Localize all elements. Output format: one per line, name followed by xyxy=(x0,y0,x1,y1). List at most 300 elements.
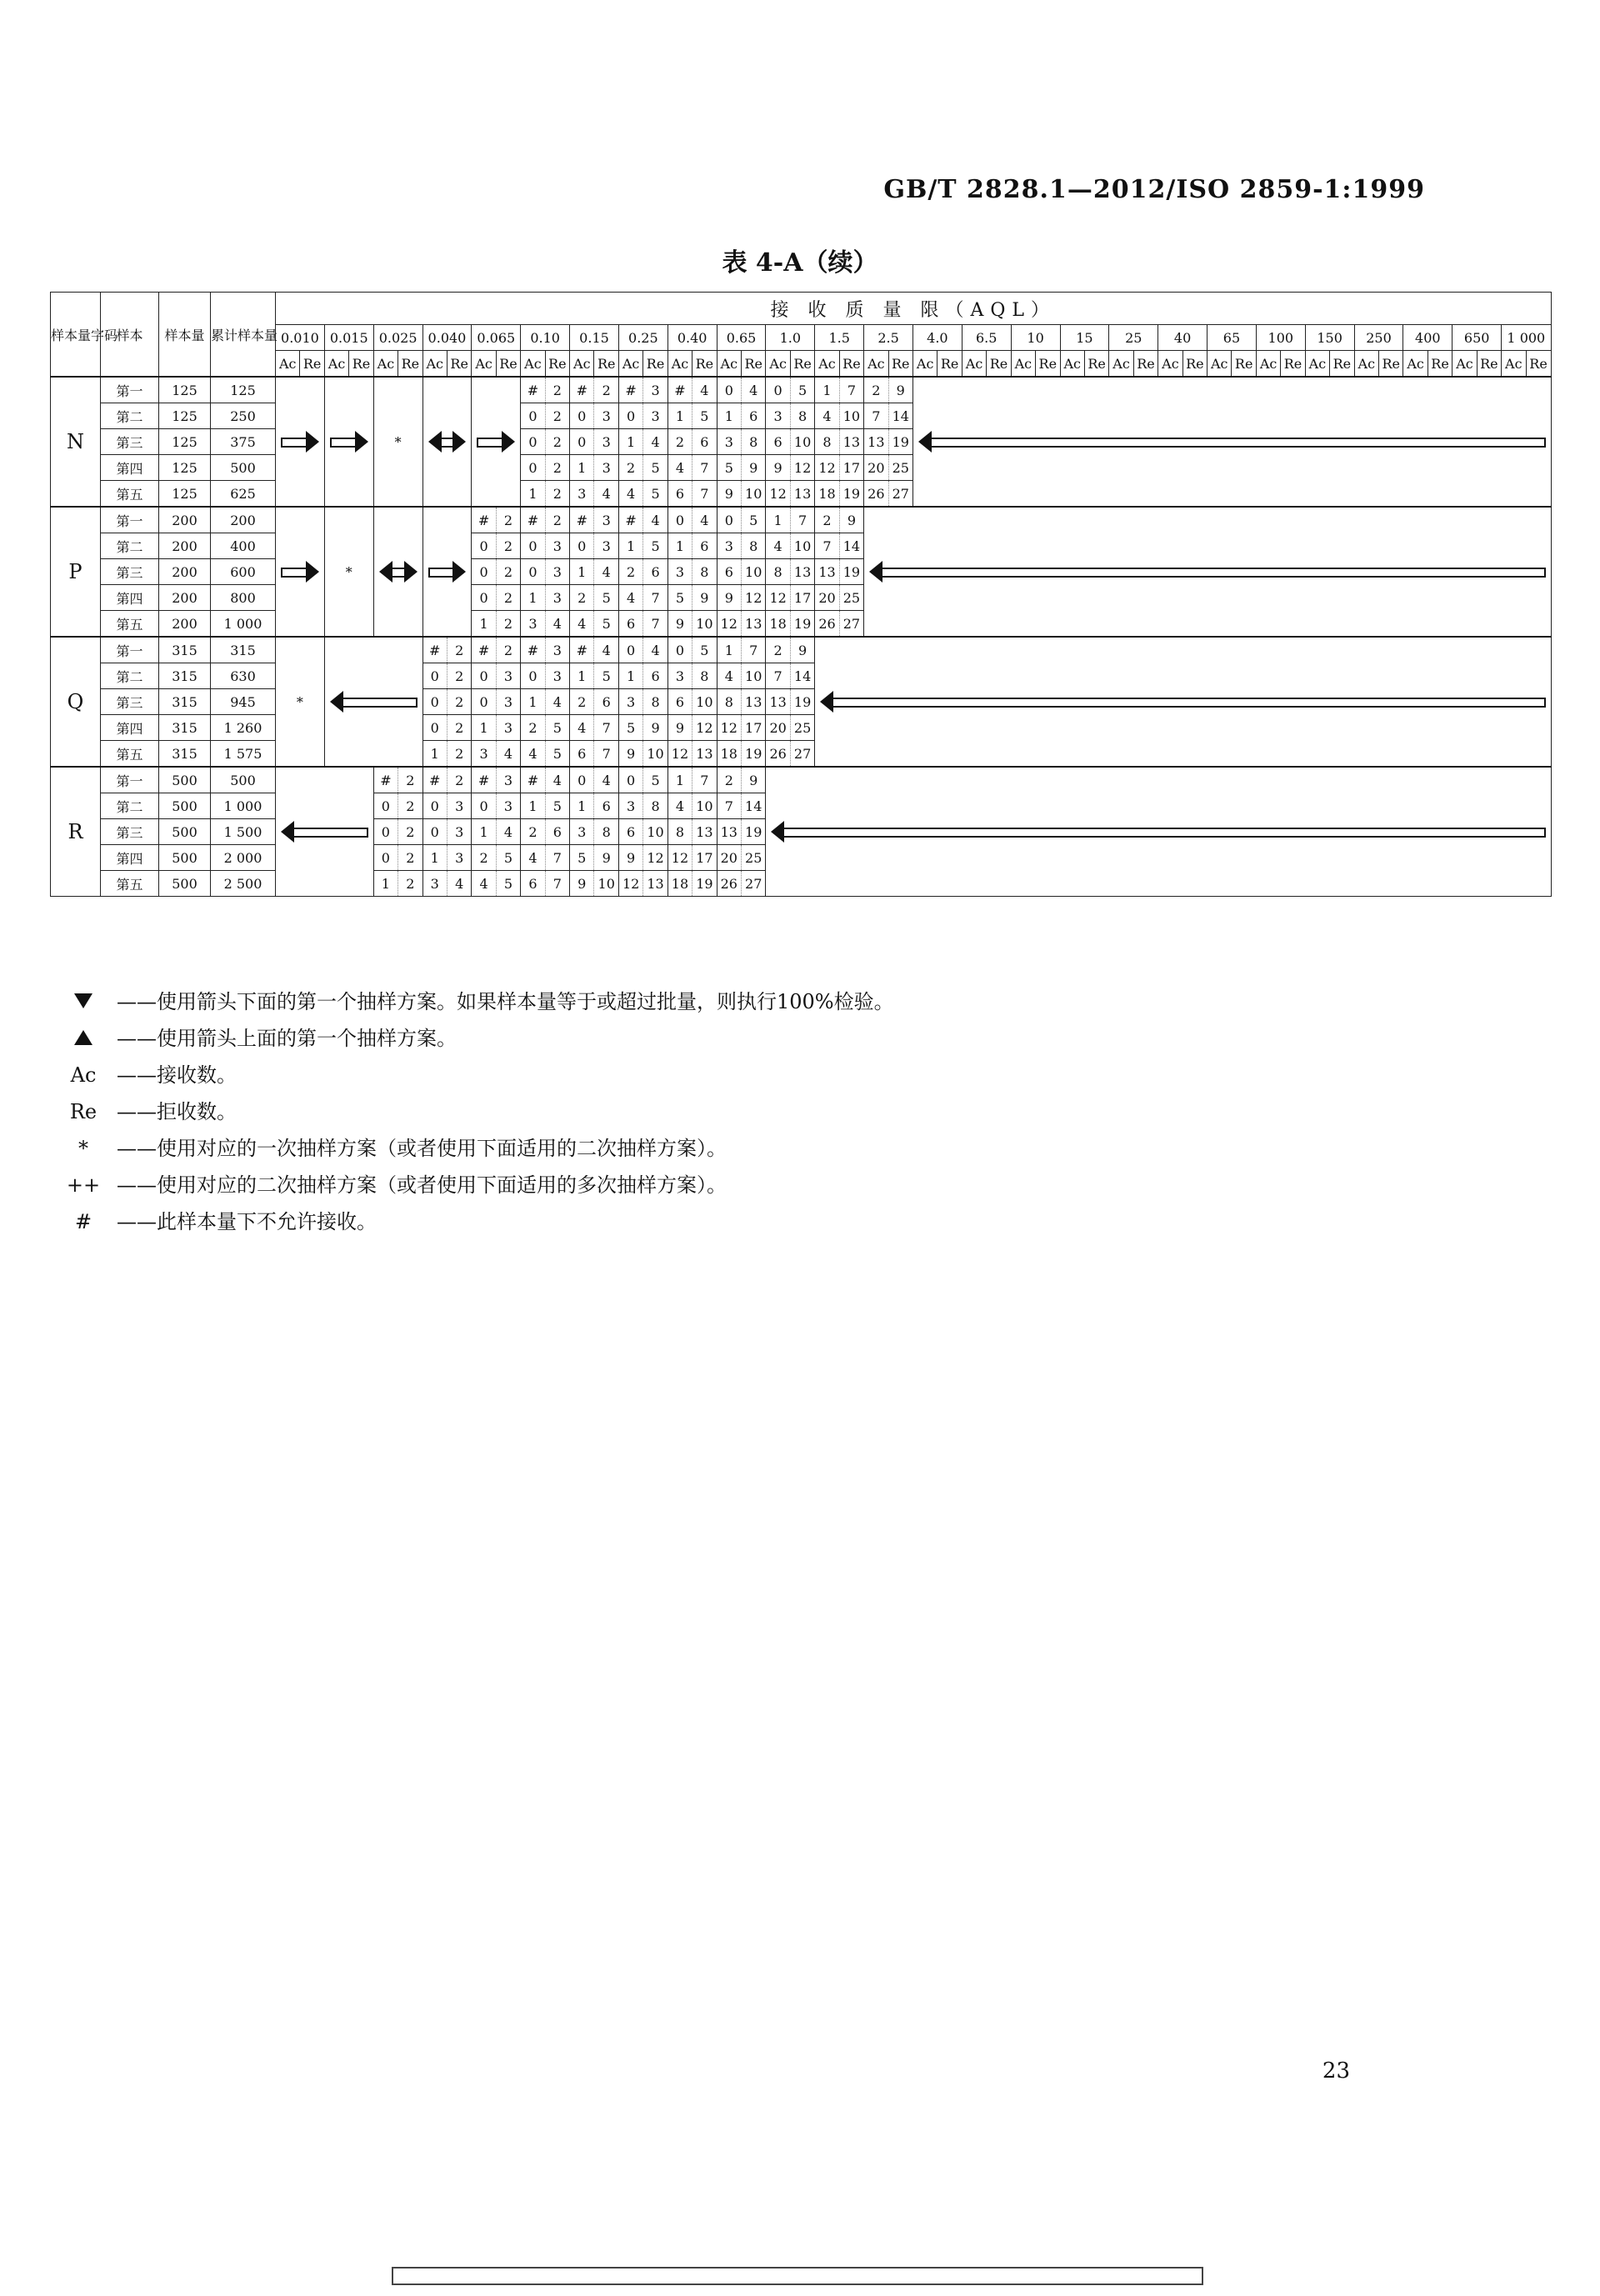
ac-value: # xyxy=(570,377,594,403)
ac-value: 0 xyxy=(422,819,447,845)
ac-value: 26 xyxy=(766,741,790,768)
re-value: 7 xyxy=(643,585,668,611)
re-value: 5 xyxy=(594,663,618,689)
ac-header: Ac xyxy=(1354,351,1378,378)
re-value: 19 xyxy=(839,481,863,508)
aql-level: 2.5 xyxy=(864,325,913,351)
re-header: Re xyxy=(545,351,569,378)
re-value: 7 xyxy=(692,481,717,508)
ac-value: 0 xyxy=(618,767,642,793)
ac-header: Ac xyxy=(912,351,937,378)
re-value: 19 xyxy=(742,741,766,768)
re-value: 7 xyxy=(594,741,618,768)
ac-header: Ac xyxy=(276,351,300,378)
re-value: 3 xyxy=(545,637,569,663)
re-value: 2 xyxy=(447,689,471,715)
re-value: 6 xyxy=(742,403,766,429)
re-value: 14 xyxy=(742,793,766,819)
re-value: 7 xyxy=(643,611,668,638)
re-value: 5 xyxy=(742,507,766,533)
re-value: 3 xyxy=(594,533,618,559)
ac-value: 12 xyxy=(815,455,839,481)
ac-value: 0 xyxy=(472,793,496,819)
cumulative-size: 625 xyxy=(211,481,276,508)
ac-value: 4 xyxy=(766,533,790,559)
ac-value: 5 xyxy=(570,845,594,871)
re-value: 9 xyxy=(692,585,717,611)
ac-value: 2 xyxy=(521,819,545,845)
re-value: 4 xyxy=(594,559,618,585)
re-value: 3 xyxy=(545,585,569,611)
re-value: 2 xyxy=(447,715,471,741)
ac-value: # xyxy=(668,377,692,403)
legend-item xyxy=(50,983,1550,1020)
ac-value: 20 xyxy=(815,585,839,611)
aql-level: 400 xyxy=(1403,325,1452,351)
cumulative-size: 1 500 xyxy=(211,819,276,845)
ac-header: Ac xyxy=(717,351,741,378)
ac-value: 4 xyxy=(521,845,545,871)
ac-value: # xyxy=(422,637,447,663)
ac-value: 1 xyxy=(521,689,545,715)
re-value: 10 xyxy=(839,403,863,429)
aql-level: 15 xyxy=(1060,325,1109,351)
re-value: 7 xyxy=(790,507,814,533)
re-value: 4 xyxy=(447,871,471,897)
re-value: 5 xyxy=(496,845,520,871)
re-value: 5 xyxy=(643,767,668,793)
aql-level: 4.0 xyxy=(912,325,962,351)
ac-value: 9 xyxy=(717,481,741,508)
aql-level: 250 xyxy=(1354,325,1403,351)
legend-item xyxy=(50,1167,1550,1203)
ac-value: 2 xyxy=(570,689,594,715)
cumulative-size: 500 xyxy=(211,767,276,793)
sample-stage: 第三 xyxy=(101,819,159,845)
re-value: 4 xyxy=(496,741,520,768)
ac-value: 1 xyxy=(717,637,741,663)
sample-size: 125 xyxy=(159,481,211,508)
sample-stage: 第二 xyxy=(101,663,159,689)
aql-level: 0.010 xyxy=(276,325,325,351)
re-value: 27 xyxy=(790,741,814,768)
arrow-left xyxy=(815,637,1551,767)
re-value: 6 xyxy=(545,819,569,845)
ac-value: 4 xyxy=(472,871,496,897)
ac-value: 3 xyxy=(668,663,692,689)
re-value: 25 xyxy=(839,585,863,611)
single-plan-star: * xyxy=(373,377,422,507)
aql-level: 0.025 xyxy=(373,325,422,351)
ac-value: 1 xyxy=(422,845,447,871)
ac-value: 1 xyxy=(570,455,594,481)
aql-level: 0.040 xyxy=(422,325,472,351)
re-value: 2 xyxy=(398,845,422,871)
ac-value: 0 xyxy=(521,403,545,429)
ac-value: 12 xyxy=(668,741,692,768)
ac-value: # xyxy=(521,377,545,403)
ac-value: # xyxy=(422,767,447,793)
re-value: 3 xyxy=(594,507,618,533)
re-value: 19 xyxy=(790,611,814,638)
legend-text: ——使用对应的一次抽样方案（或者使用下面适用的二次抽样方案）。 xyxy=(117,1137,727,1160)
ac-value: 3 xyxy=(618,689,642,715)
aql-level: 6.5 xyxy=(962,325,1011,351)
re-value: 10 xyxy=(742,559,766,585)
header-size: 样本量 xyxy=(159,293,211,378)
re-value: 10 xyxy=(594,871,618,897)
re-value: 10 xyxy=(790,533,814,559)
sample-size: 315 xyxy=(159,663,211,689)
re-value: 3 xyxy=(594,429,618,455)
ac-value: 0 xyxy=(521,455,545,481)
header-aql: 接 收 质 量 限（AQL） xyxy=(276,293,1552,325)
ac-value: 1 xyxy=(766,507,790,533)
re-header: Re xyxy=(1133,351,1158,378)
re-value: 2 xyxy=(447,741,471,768)
re-header: Re xyxy=(1281,351,1305,378)
ac-value: 1 xyxy=(521,585,545,611)
re-header: Re xyxy=(300,351,324,378)
arrow-both xyxy=(373,507,422,637)
re-value: 2 xyxy=(398,871,422,897)
re-value: 3 xyxy=(545,559,569,585)
sample-stage: 第二 xyxy=(101,533,159,559)
ac-value: 0 xyxy=(472,689,496,715)
re-value: 3 xyxy=(643,377,668,403)
re-value: 8 xyxy=(594,819,618,845)
re-value: 9 xyxy=(742,455,766,481)
aql-level: 0.65 xyxy=(717,325,766,351)
ac-value: 1 xyxy=(472,819,496,845)
ac-value: 9 xyxy=(668,611,692,638)
cumulative-size: 1 000 xyxy=(211,793,276,819)
arrow-left xyxy=(912,377,1551,507)
ac-value: 6 xyxy=(717,559,741,585)
ac-value: 7 xyxy=(864,403,888,429)
ac-value: 6 xyxy=(668,689,692,715)
ac-header: Ac xyxy=(373,351,398,378)
re-value: 7 xyxy=(692,455,717,481)
re-value: 2 xyxy=(545,481,569,508)
legend-text: ——使用箭头上面的第一个抽样方案。 xyxy=(117,1027,457,1050)
cumulative-size: 2 500 xyxy=(211,871,276,897)
legend-symbol: Ac xyxy=(70,1063,97,1087)
re-value: 9 xyxy=(839,507,863,533)
legend-item xyxy=(50,1020,1550,1057)
re-value: 4 xyxy=(545,689,569,715)
ac-value: 2 xyxy=(864,377,888,403)
re-value: 2 xyxy=(545,507,569,533)
ac-value: 9 xyxy=(570,871,594,897)
re-value: 2 xyxy=(496,637,520,663)
single-plan-star: * xyxy=(324,507,373,637)
ac-value: 12 xyxy=(717,611,741,638)
ac-value: # xyxy=(521,507,545,533)
ac-value: 1 xyxy=(422,741,447,768)
re-header: Re xyxy=(398,351,422,378)
legend-text: ——此样本量下不允许接收。 xyxy=(117,1210,377,1233)
re-value: 6 xyxy=(692,533,717,559)
ac-value: # xyxy=(521,767,545,793)
re-value: 3 xyxy=(496,793,520,819)
re-header: Re xyxy=(1526,351,1551,378)
ac-value: 0 xyxy=(422,793,447,819)
sample-stage: 第五 xyxy=(101,611,159,638)
cumulative-size: 375 xyxy=(211,429,276,455)
ac-value: 9 xyxy=(717,585,741,611)
re-value: 5 xyxy=(545,741,569,768)
re-value: 6 xyxy=(594,689,618,715)
arrow-left xyxy=(766,767,1551,897)
re-value: 4 xyxy=(643,637,668,663)
re-value: 5 xyxy=(643,481,668,508)
re-value: 9 xyxy=(888,377,912,403)
arrow-right xyxy=(422,507,472,637)
ac-value: 0 xyxy=(521,533,545,559)
re-value: 3 xyxy=(447,819,471,845)
re-value: 25 xyxy=(790,715,814,741)
sample-stage: 第三 xyxy=(101,559,159,585)
ac-value: 1 xyxy=(618,533,642,559)
ac-value: 6 xyxy=(570,741,594,768)
legend-symbol: Re xyxy=(69,1100,98,1123)
sample-size: 125 xyxy=(159,377,211,403)
re-value: 8 xyxy=(692,663,717,689)
cumulative-size: 1 575 xyxy=(211,741,276,768)
ac-value: 7 xyxy=(717,793,741,819)
cumulative-size: 315 xyxy=(211,637,276,663)
ac-value: 6 xyxy=(668,481,692,508)
ac-value: 0 xyxy=(373,819,398,845)
ac-value: 26 xyxy=(717,871,741,897)
re-value: 4 xyxy=(594,637,618,663)
ac-value: 13 xyxy=(815,559,839,585)
ac-value: 6 xyxy=(618,611,642,638)
ac-value: # xyxy=(570,507,594,533)
re-value: 9 xyxy=(643,715,668,741)
legend-item xyxy=(50,1093,1550,1130)
ac-value: 9 xyxy=(668,715,692,741)
ac-value: 0 xyxy=(472,663,496,689)
sample-code: N xyxy=(51,377,101,507)
sampling-plan-table xyxy=(50,292,1552,897)
legend-item xyxy=(50,1203,1550,1240)
re-value: 7 xyxy=(594,715,618,741)
ac-value: 0 xyxy=(422,689,447,715)
ac-value: 1 xyxy=(717,403,741,429)
cumulative-size: 945 xyxy=(211,689,276,715)
footer-bar xyxy=(392,2267,1203,2285)
ac-value: 13 xyxy=(766,689,790,715)
re-value: 13 xyxy=(742,611,766,638)
re-value: 3 xyxy=(447,845,471,871)
ac-header: Ac xyxy=(1011,351,1035,378)
arrow-both xyxy=(422,377,472,507)
re-value: 12 xyxy=(742,585,766,611)
table-title: 表 4-A（续） xyxy=(722,248,878,278)
re-value: 2 xyxy=(545,403,569,429)
legend-text: ——使用箭头下面的第一个抽样方案。如果样本量等于或超过批量，则执行100%检验。 xyxy=(117,990,894,1013)
ac-value: # xyxy=(472,507,496,533)
re-header: Re xyxy=(1036,351,1060,378)
legend-item xyxy=(50,1057,1550,1093)
re-value: 3 xyxy=(545,663,569,689)
re-value: 3 xyxy=(594,455,618,481)
re-value: 8 xyxy=(643,689,668,715)
re-value: 27 xyxy=(839,611,863,638)
ac-value: 0 xyxy=(521,663,545,689)
ac-value: 9 xyxy=(766,455,790,481)
re-value: 4 xyxy=(545,767,569,793)
re-value: 3 xyxy=(643,403,668,429)
ac-value: 4 xyxy=(815,403,839,429)
re-value: 27 xyxy=(742,871,766,897)
sample-stage: 第四 xyxy=(101,715,159,741)
re-header: Re xyxy=(1232,351,1256,378)
sample-size: 315 xyxy=(159,715,211,741)
ac-value: 18 xyxy=(815,481,839,508)
sample-stage: 第二 xyxy=(101,403,159,429)
ac-value: 0 xyxy=(570,767,594,793)
ac-value: 0 xyxy=(766,377,790,403)
re-value: 2 xyxy=(496,507,520,533)
legend-text: ——拒收数。 xyxy=(117,1100,237,1123)
ac-header: Ac xyxy=(815,351,839,378)
ac-value: 2 xyxy=(668,429,692,455)
re-value: 6 xyxy=(692,429,717,455)
legend-symbol: * xyxy=(78,1137,88,1160)
ac-value: 4 xyxy=(618,585,642,611)
header-cumulative: 累计样本量 xyxy=(211,293,276,378)
ac-value: 4 xyxy=(668,793,692,819)
cumulative-size: 200 xyxy=(211,507,276,533)
ac-value: 5 xyxy=(618,715,642,741)
ac-value: 3 xyxy=(422,871,447,897)
re-value: 27 xyxy=(888,481,912,508)
re-value: 19 xyxy=(692,871,717,897)
re-header: Re xyxy=(938,351,962,378)
legend-item xyxy=(50,1130,1550,1167)
ac-header: Ac xyxy=(422,351,447,378)
re-value: 5 xyxy=(545,793,569,819)
re-value: 5 xyxy=(594,611,618,638)
ac-value: 0 xyxy=(618,403,642,429)
re-value: 12 xyxy=(692,715,717,741)
re-value: 25 xyxy=(888,455,912,481)
ac-value: 1 xyxy=(570,663,594,689)
re-value: 2 xyxy=(447,637,471,663)
ac-value: 0 xyxy=(472,559,496,585)
ac-value: 0 xyxy=(668,637,692,663)
ac-value: 5 xyxy=(668,585,692,611)
aql-level: 650 xyxy=(1452,325,1502,351)
aql-level: 0.015 xyxy=(324,325,373,351)
sample-size: 500 xyxy=(159,767,211,793)
re-value: 3 xyxy=(496,715,520,741)
re-value: 4 xyxy=(496,819,520,845)
cumulative-size: 1 000 xyxy=(211,611,276,638)
re-value: 14 xyxy=(888,403,912,429)
sampling-table-container xyxy=(50,292,1550,897)
ac-header: Ac xyxy=(1403,351,1428,378)
ac-header: Ac xyxy=(668,351,692,378)
legend-symbol xyxy=(50,1020,117,1057)
re-value: 2 xyxy=(447,767,471,793)
ac-value: 9 xyxy=(618,741,642,768)
ac-value: 6 xyxy=(766,429,790,455)
re-header: Re xyxy=(349,351,373,378)
re-value: 9 xyxy=(594,845,618,871)
ac-value: 1 xyxy=(521,481,545,508)
ac-value: 0 xyxy=(521,559,545,585)
sample-size: 200 xyxy=(159,559,211,585)
re-value: 10 xyxy=(692,689,717,715)
sample-stage: 第一 xyxy=(101,767,159,793)
ac-header: Ac xyxy=(521,351,545,378)
ac-value: 8 xyxy=(815,429,839,455)
re-header: Re xyxy=(987,351,1011,378)
ac-value: 0 xyxy=(373,793,398,819)
cumulative-size: 1 260 xyxy=(211,715,276,741)
ac-value: 0 xyxy=(472,585,496,611)
re-value: 17 xyxy=(839,455,863,481)
ac-value: 1 xyxy=(815,377,839,403)
re-value: 19 xyxy=(742,819,766,845)
sample-code: R xyxy=(51,767,101,897)
ac-value: 18 xyxy=(717,741,741,768)
ac-value: 0 xyxy=(472,533,496,559)
ac-value: 0 xyxy=(570,533,594,559)
cumulative-size: 2 000 xyxy=(211,845,276,871)
ac-value: # xyxy=(570,637,594,663)
arrow-right xyxy=(472,377,521,507)
ac-value: # xyxy=(472,767,496,793)
ac-value: 4 xyxy=(618,481,642,508)
sample-stage: 第五 xyxy=(101,481,159,508)
re-value: 19 xyxy=(839,559,863,585)
sample-stage: 第四 xyxy=(101,845,159,871)
re-value: 10 xyxy=(742,663,766,689)
re-value: 6 xyxy=(594,793,618,819)
re-value: 5 xyxy=(790,377,814,403)
ac-value: 2 xyxy=(766,637,790,663)
re-header: Re xyxy=(1182,351,1207,378)
re-header: Re xyxy=(1084,351,1108,378)
ac-value: 3 xyxy=(570,819,594,845)
ac-value: 1 xyxy=(472,715,496,741)
ac-value: 3 xyxy=(668,559,692,585)
sample-size: 200 xyxy=(159,585,211,611)
re-value: 9 xyxy=(742,767,766,793)
cumulative-size: 400 xyxy=(211,533,276,559)
re-header: Re xyxy=(692,351,717,378)
arrow-left xyxy=(324,637,422,767)
sample-size: 500 xyxy=(159,793,211,819)
arrow-up-icon xyxy=(74,1030,92,1045)
re-value: 3 xyxy=(496,663,520,689)
cumulative-size: 800 xyxy=(211,585,276,611)
re-value: 6 xyxy=(643,663,668,689)
aql-level: 65 xyxy=(1208,325,1257,351)
re-header: Re xyxy=(742,351,766,378)
sample-size: 200 xyxy=(159,507,211,533)
re-value: 14 xyxy=(790,663,814,689)
ac-header: Ac xyxy=(1208,351,1232,378)
re-value: 13 xyxy=(839,429,863,455)
cumulative-size: 250 xyxy=(211,403,276,429)
re-value: 13 xyxy=(742,689,766,715)
